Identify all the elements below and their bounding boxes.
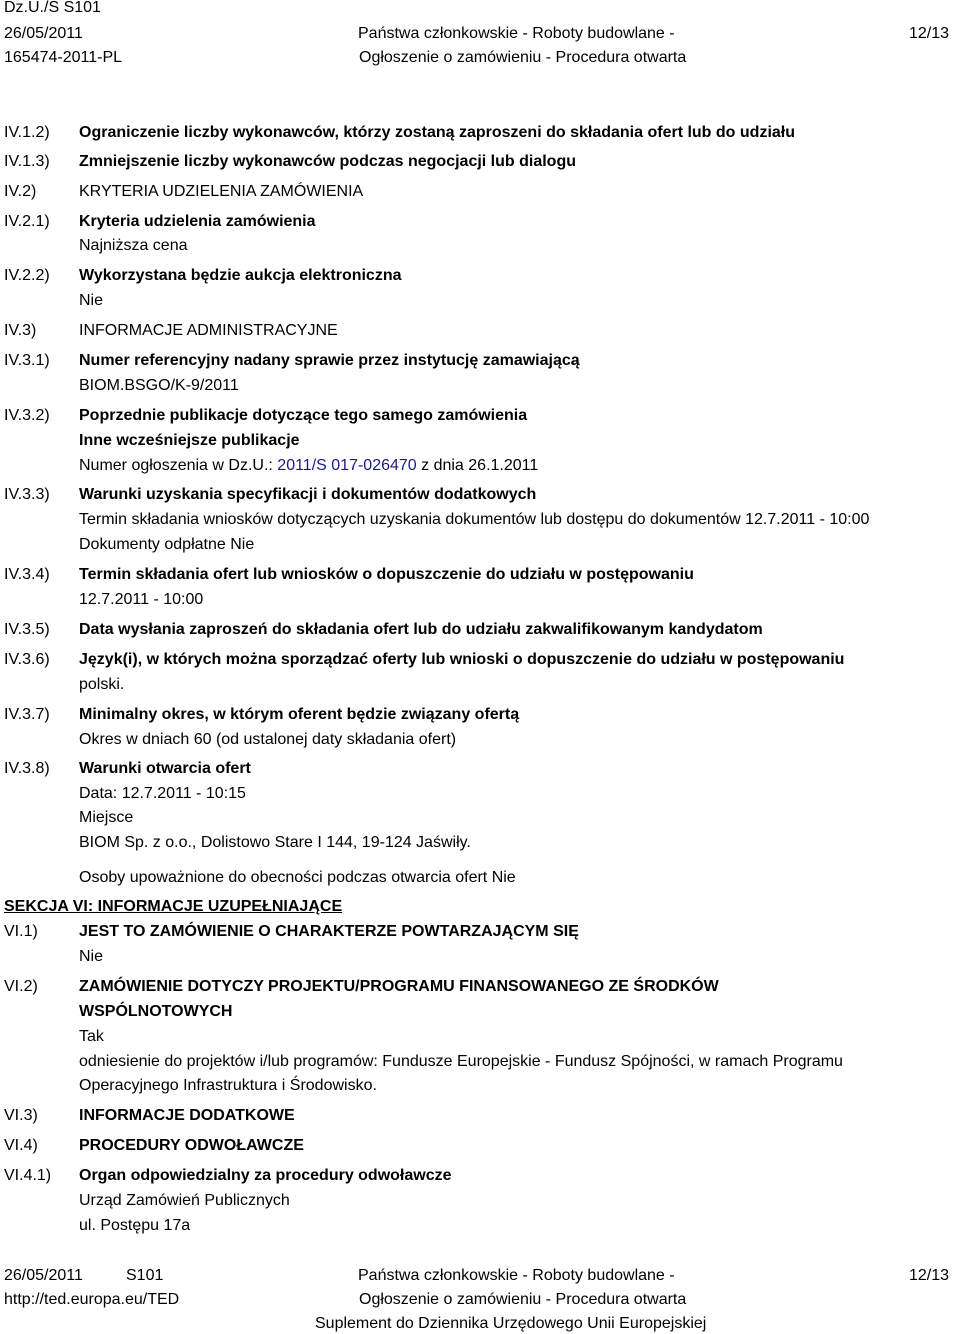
iv-3-7-value: Okres w dniach 60 (od ustalonej daty składania ofert): [79, 731, 457, 748]
iv-1-3-title: Zmniejszenie liczby wykonawców podczas negocjacji lub dialogu: [79, 153, 576, 170]
iv-3-1-title: Numer referencyjny nadany sprawie przez instytucję zamawiającą: [79, 352, 580, 369]
num-iv-2-1: IV.2.1): [4, 213, 50, 230]
num-iv-3: IV.3): [4, 322, 37, 339]
iv-3-2-suffix: z dnia 26.1.2011: [416, 457, 539, 474]
num-iv-3-5: IV.3.5): [4, 621, 50, 638]
iv-3-3-line1: Termin składania wniosków dotyczących uzyskania dokumentów lub dostępu do dokumentów 12.7.2011 - 10:00: [79, 511, 870, 528]
vi-2-value: Tak: [79, 1028, 104, 1045]
num-iv-3-6: IV.3.6): [4, 651, 50, 668]
vi-3-title: INFORMACJE DODATKOWE: [79, 1107, 295, 1124]
num-iv-2: IV.2): [4, 183, 37, 200]
vi-1-title: JEST TO ZAMÓWIENIE O CHARAKTERZE POWTARZAJĄCYM SIĘ: [79, 923, 579, 940]
num-iv-3-3: IV.3.3): [4, 486, 50, 503]
iv-3-6-title: Język(i), w których można sporządzać oferty lub wnioski o dopuszczenie do udziału w postępowaniu: [79, 651, 845, 668]
footer-title-line1: Państwa członkowskie - Roboty budowlane -: [358, 1267, 675, 1284]
footer-supplement: Suplement do Dziennika Urzędowego Unii Europejskiej: [315, 1315, 707, 1332]
vi-4-title: PROCEDURY ODWOŁAWCZE: [79, 1137, 304, 1154]
iv-2-1-value: Najniższa cena: [79, 237, 188, 254]
vi-2-desc-line2: Operacyjnego Infrastruktura i Środowisko.: [79, 1077, 377, 1094]
footer-url[interactable]: http://ted.europa.eu/TED: [4, 1291, 180, 1308]
iv-1-2-title: Ograniczenie liczby wykonawców, którzy zostaną zaproszeni do składania ofert lub do udziału: [79, 124, 795, 141]
footer-title-line2: Ogłoszenie o zamówieniu - Procedura otwarta: [359, 1291, 687, 1308]
publication-link[interactable]: 2011/S 017-026470: [277, 457, 417, 474]
num-iv-1-3: IV.1.3): [4, 153, 50, 170]
iv-3-8-date: Data: 12.7.2011 - 10:15: [79, 785, 246, 802]
header-title-line1: Państwa członkowskie - Roboty budowlane -: [358, 25, 675, 42]
iv-3-7-title: Minimalny okres, w którym oferent będzie związany ofertą: [79, 706, 520, 723]
iv-3-3-title: Warunki uzyskania specyfikacji i dokumentów dodatkowych: [79, 486, 537, 503]
iv-3-2-sub: Inne wcześniejsze publikacje: [79, 432, 300, 449]
iv-2-2-title: Wykorzystana będzie aukcja elektroniczna: [79, 267, 402, 284]
iv-3-title: INFORMACJE ADMINISTRACYJNE: [79, 322, 338, 339]
iv-2-title: KRYTERIA UDZIELENIA ZAMÓWIENIA: [79, 183, 364, 200]
iv-3-5-title: Data wysłania zaproszeń do składania ofert lub do udziału zakwalifikowanym kandydatom: [79, 621, 763, 638]
section-vi-heading: SEKCJA VI: INFORMACJE UZUPEŁNIAJĄCE: [4, 898, 343, 915]
num-iv-3-1: IV.3.1): [4, 352, 50, 369]
vi-2-title-line1: ZAMÓWIENIE DOTYCZY PROJEKTU/PROGRAMU FINANSOWANEGO ZE ŚRODKÓW: [79, 978, 719, 995]
vi-1-value: Nie: [79, 948, 104, 965]
iv-3-8-title: Warunki otwarcia ofert: [79, 760, 251, 777]
iv-3-1-value: BIOM.BSGO/K-9/2011: [79, 377, 239, 394]
iv-3-2-title: Poprzednie publikacje dotyczące tego samego zamówienia: [79, 407, 528, 424]
num-iv-3-2: IV.3.2): [4, 407, 50, 424]
num-iv-3-8: IV.3.8): [4, 760, 50, 777]
iv-3-2-publication: [79, 456, 538, 475]
num-vi-4: VI.4): [4, 1137, 38, 1154]
iv-3-6-value: polski.: [79, 676, 125, 693]
vi-4-1-title: Organ odpowiedzialny za procedury odwoławcze: [79, 1167, 452, 1184]
vi-4-1-line2: ul. Postępu 17a: [79, 1217, 191, 1234]
vi-2-title-line2: WSPÓLNOTOWYCH: [79, 1003, 233, 1020]
iv-2-2-value: Nie: [79, 292, 104, 309]
num-iv-1-2: IV.1.2): [4, 124, 50, 141]
iv-3-8-place-label: Miejsce: [79, 809, 134, 826]
iv-3-4-title: Termin składania ofert lub wniosków o dopuszczenie do udziału w postępowaniu: [79, 566, 694, 583]
header-title-line2: Ogłoszenie o zamówieniu - Procedura otwarta: [359, 49, 687, 66]
iv-3-2-prefix: Numer ogłoszenia w Dz.U.:: [79, 457, 278, 474]
iv-3-4-value: 12.7.2011 - 10:00: [79, 591, 204, 608]
num-iv-3-7: IV.3.7): [4, 706, 50, 723]
iv-2-1-title: Kryteria udzielenia zamówienia: [79, 213, 316, 230]
vi-4-1-line1: Urząd Zamówień Publicznych: [79, 1192, 290, 1209]
iv-3-3-line2: Dokumenty odpłatne Nie: [79, 536, 255, 553]
footer-page: 12/13: [909, 1267, 950, 1284]
footer-date: 26/05/2011: [4, 1267, 83, 1284]
header-date: 26/05/2011: [4, 25, 83, 42]
header-journal: Dz.U./S S101: [4, 0, 101, 16]
footer-series: S101: [126, 1267, 164, 1284]
vi-2-desc-line1: odniesienie do projektów i/lub programów: Fundusze Europejskie - Fundusz Spójności, w ramach Programu: [79, 1053, 843, 1070]
header-page: 12/13: [909, 25, 950, 42]
iv-3-8-persons: Osoby upoważnione do obecności podczas otwarcia ofert Nie: [79, 869, 516, 886]
num-vi-2: VI.2): [4, 978, 38, 995]
header-doc-id: 165474-2011-PL: [4, 49, 123, 66]
num-vi-3: VI.3): [4, 1107, 38, 1124]
num-vi-4-1: VI.4.1): [4, 1167, 52, 1184]
num-vi-1: VI.1): [4, 923, 38, 940]
iv-3-8-place: BIOM Sp. z o.o., Dolistowo Stare I 144, 19-124 Jaświły.: [79, 834, 471, 851]
num-iv-2-2: IV.2.2): [4, 267, 50, 284]
num-iv-3-4: IV.3.4): [4, 566, 50, 583]
